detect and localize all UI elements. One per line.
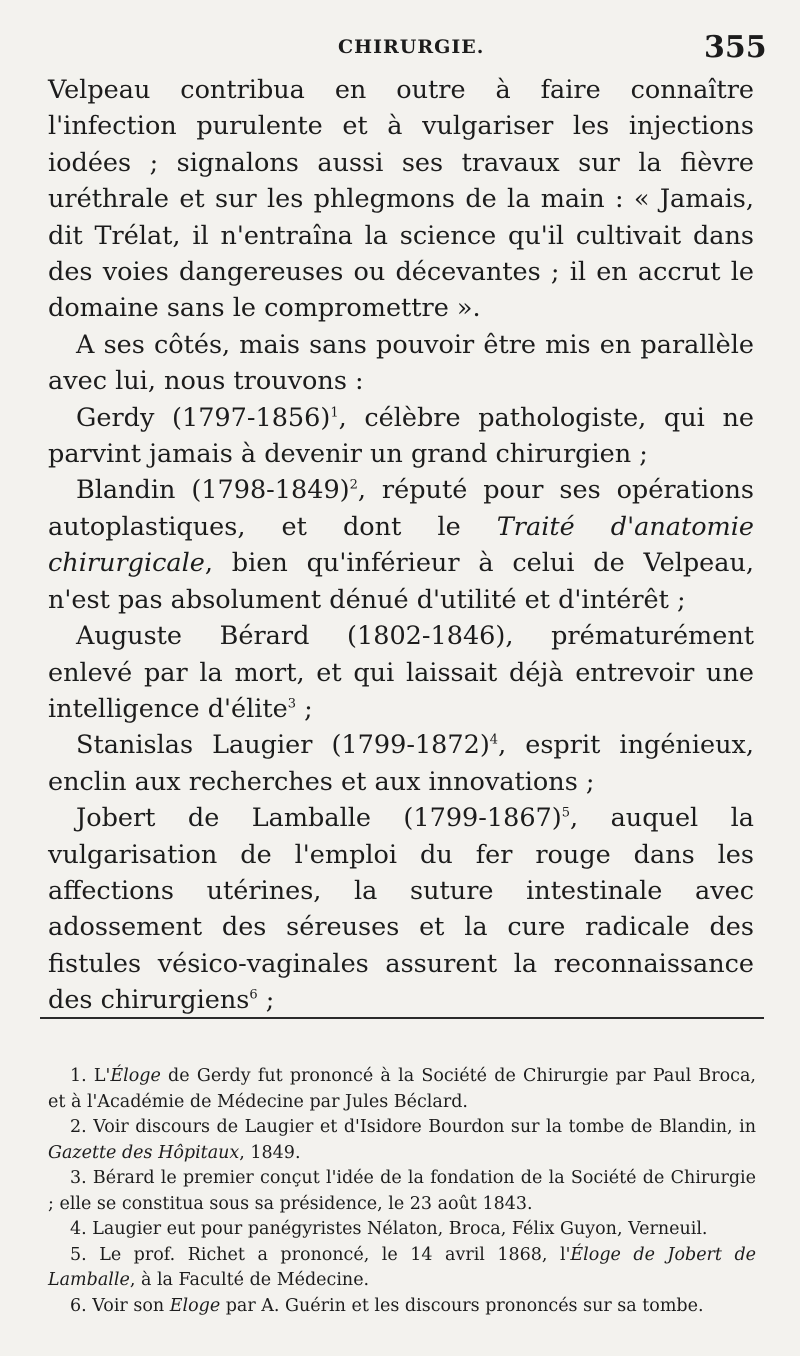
jobert-text: , auquel la vulgarisation de l'emploi du fer rouge dans les affections utérines, la suture intestinale avec adossement des séreuses et la cure radicale des fistules vésico-vaginales assurent la reconnaissance des chirurgiens bbox=[48, 803, 754, 1016]
footnote-ref-1: 1 bbox=[330, 405, 339, 421]
blandin-text: , réputé pour ses opérations autoplastiques, et dont le bbox=[48, 475, 754, 542]
paragraph-intro-list-text: A ses côtés, mais sans pouvoir être mis en parallèle avec lui, nous trouvons : bbox=[48, 329, 754, 397]
footnote-4 bbox=[48, 1217, 756, 1243]
footnote-ref-4: 4 bbox=[489, 732, 499, 748]
paragraph-intro-list bbox=[48, 327, 754, 400]
footnote-ref-6: 6 bbox=[249, 987, 258, 1003]
blandin-name: Blandin (1798-1849) bbox=[76, 475, 350, 506]
footnote-ref-5: 5 bbox=[561, 805, 571, 821]
jobert-text-end: ; bbox=[257, 985, 275, 1016]
footnote-5-title: Éloge de Jobert de Lamballe bbox=[48, 1244, 757, 1290]
blandin-book-title: Traité d'anatomie chirurgicale bbox=[48, 511, 754, 579]
footnote-4-text: 4. Laugier eut pour panégyristes Nélaton, Broca, Félix Guyon, Verneuil. bbox=[70, 1219, 708, 1239]
footnotes bbox=[48, 1064, 756, 1319]
paragraph-berard bbox=[48, 618, 754, 727]
main-text bbox=[48, 72, 754, 1019]
footnote-6-title: Eloge bbox=[169, 1295, 221, 1316]
footnote-2 bbox=[48, 1115, 756, 1166]
laugier-text: , esprit ingénieux, enclin aux recherches et aux innovations ; bbox=[48, 730, 754, 797]
footnote-6 bbox=[48, 1294, 756, 1320]
paragraph-jobert bbox=[48, 800, 754, 1018]
footnote-1-title: Éloge bbox=[110, 1066, 161, 1086]
paragraph-velpeau-text: Velpeau contribua en outre à faire connaître l'infection purulente et à vulgariser les injections iodées ; signalons aussi ses travaux sur la fièvre uréthrale et sur les phlegmons de la main : « Jamais, dit Trélat, il n'entraîna la science qu'il cultivait dans des voies dangereuses ou décevantes ; il en accrut le domaine sans le compromettre ». bbox=[48, 75, 754, 324]
paragraph-velpeau bbox=[48, 72, 754, 327]
footnote-6-text-end: par A. Guérin et les discours prononcés sur sa tombe. bbox=[220, 1295, 704, 1316]
running-title: CHIRURGIE. bbox=[338, 36, 485, 58]
footnote-ref-2: 2 bbox=[349, 477, 358, 493]
footnote-5 bbox=[48, 1243, 756, 1294]
footnote-5-text: 5. Le prof. Richet a prononcé, le 14 avril 1868, l' bbox=[70, 1244, 571, 1265]
footnote-5-text-end: , à la Faculté de Médecine. bbox=[129, 1270, 370, 1290]
blandin-text-end: , bien qu'inférieur à celui de Velpeau, n'est pas absolument dénué d'utilité et d'intérêt ; bbox=[48, 548, 754, 615]
page-number: 355 bbox=[704, 30, 767, 65]
paragraph-blandin bbox=[48, 472, 754, 618]
gerdy-text: , célèbre pathologiste, qui ne parvint jamais à devenir un grand chirurgien ; bbox=[48, 402, 754, 470]
gerdy-name: Gerdy (1797-1856) bbox=[76, 402, 331, 433]
footnote-ref-3: 3 bbox=[287, 696, 297, 712]
footnote-3-text: 3. Bérard le premier conçut l'idée de la fondation de la Société de Chirurgie ; elle se constitua sous sa présidence, le 23 août 1843. bbox=[48, 1168, 756, 1214]
footnote-1 bbox=[48, 1064, 756, 1115]
berard-text-end: ; bbox=[296, 693, 313, 724]
footnote-2-title: Gazette des Hôpitaux bbox=[48, 1142, 240, 1163]
footnote-2-text: 2. Voir discours de Laugier et d'Isidore Bourdon sur la tombe de Blandin, in bbox=[70, 1117, 756, 1137]
footnote-divider bbox=[40, 1017, 764, 1019]
paragraph-laugier bbox=[48, 727, 754, 800]
laugier-name: Stanislas Laugier (1799-1872) bbox=[76, 730, 490, 761]
jobert-name: Jobert de Lamballe (1799-1867) bbox=[76, 803, 562, 834]
berard-text: Auguste Bérard (1802-1846), prématurément enlevé par la mort, et qui laissait déjà entrevoir une intelligence d'élite bbox=[48, 621, 754, 724]
paragraph-gerdy bbox=[48, 400, 754, 473]
footnote-3 bbox=[48, 1166, 756, 1217]
footnote-6-text: 6. Voir son bbox=[70, 1295, 170, 1316]
footnote-1-text: 1. L' bbox=[70, 1066, 111, 1086]
footnote-1-text-end: de Gerdy fut prononcé à la Société de Chirurgie par Paul Broca, et à l'Académie de Médecine par Jules Béclard. bbox=[48, 1066, 756, 1112]
running-head bbox=[0, 30, 800, 66]
footnote-2-text-end: , 1849. bbox=[239, 1142, 301, 1163]
